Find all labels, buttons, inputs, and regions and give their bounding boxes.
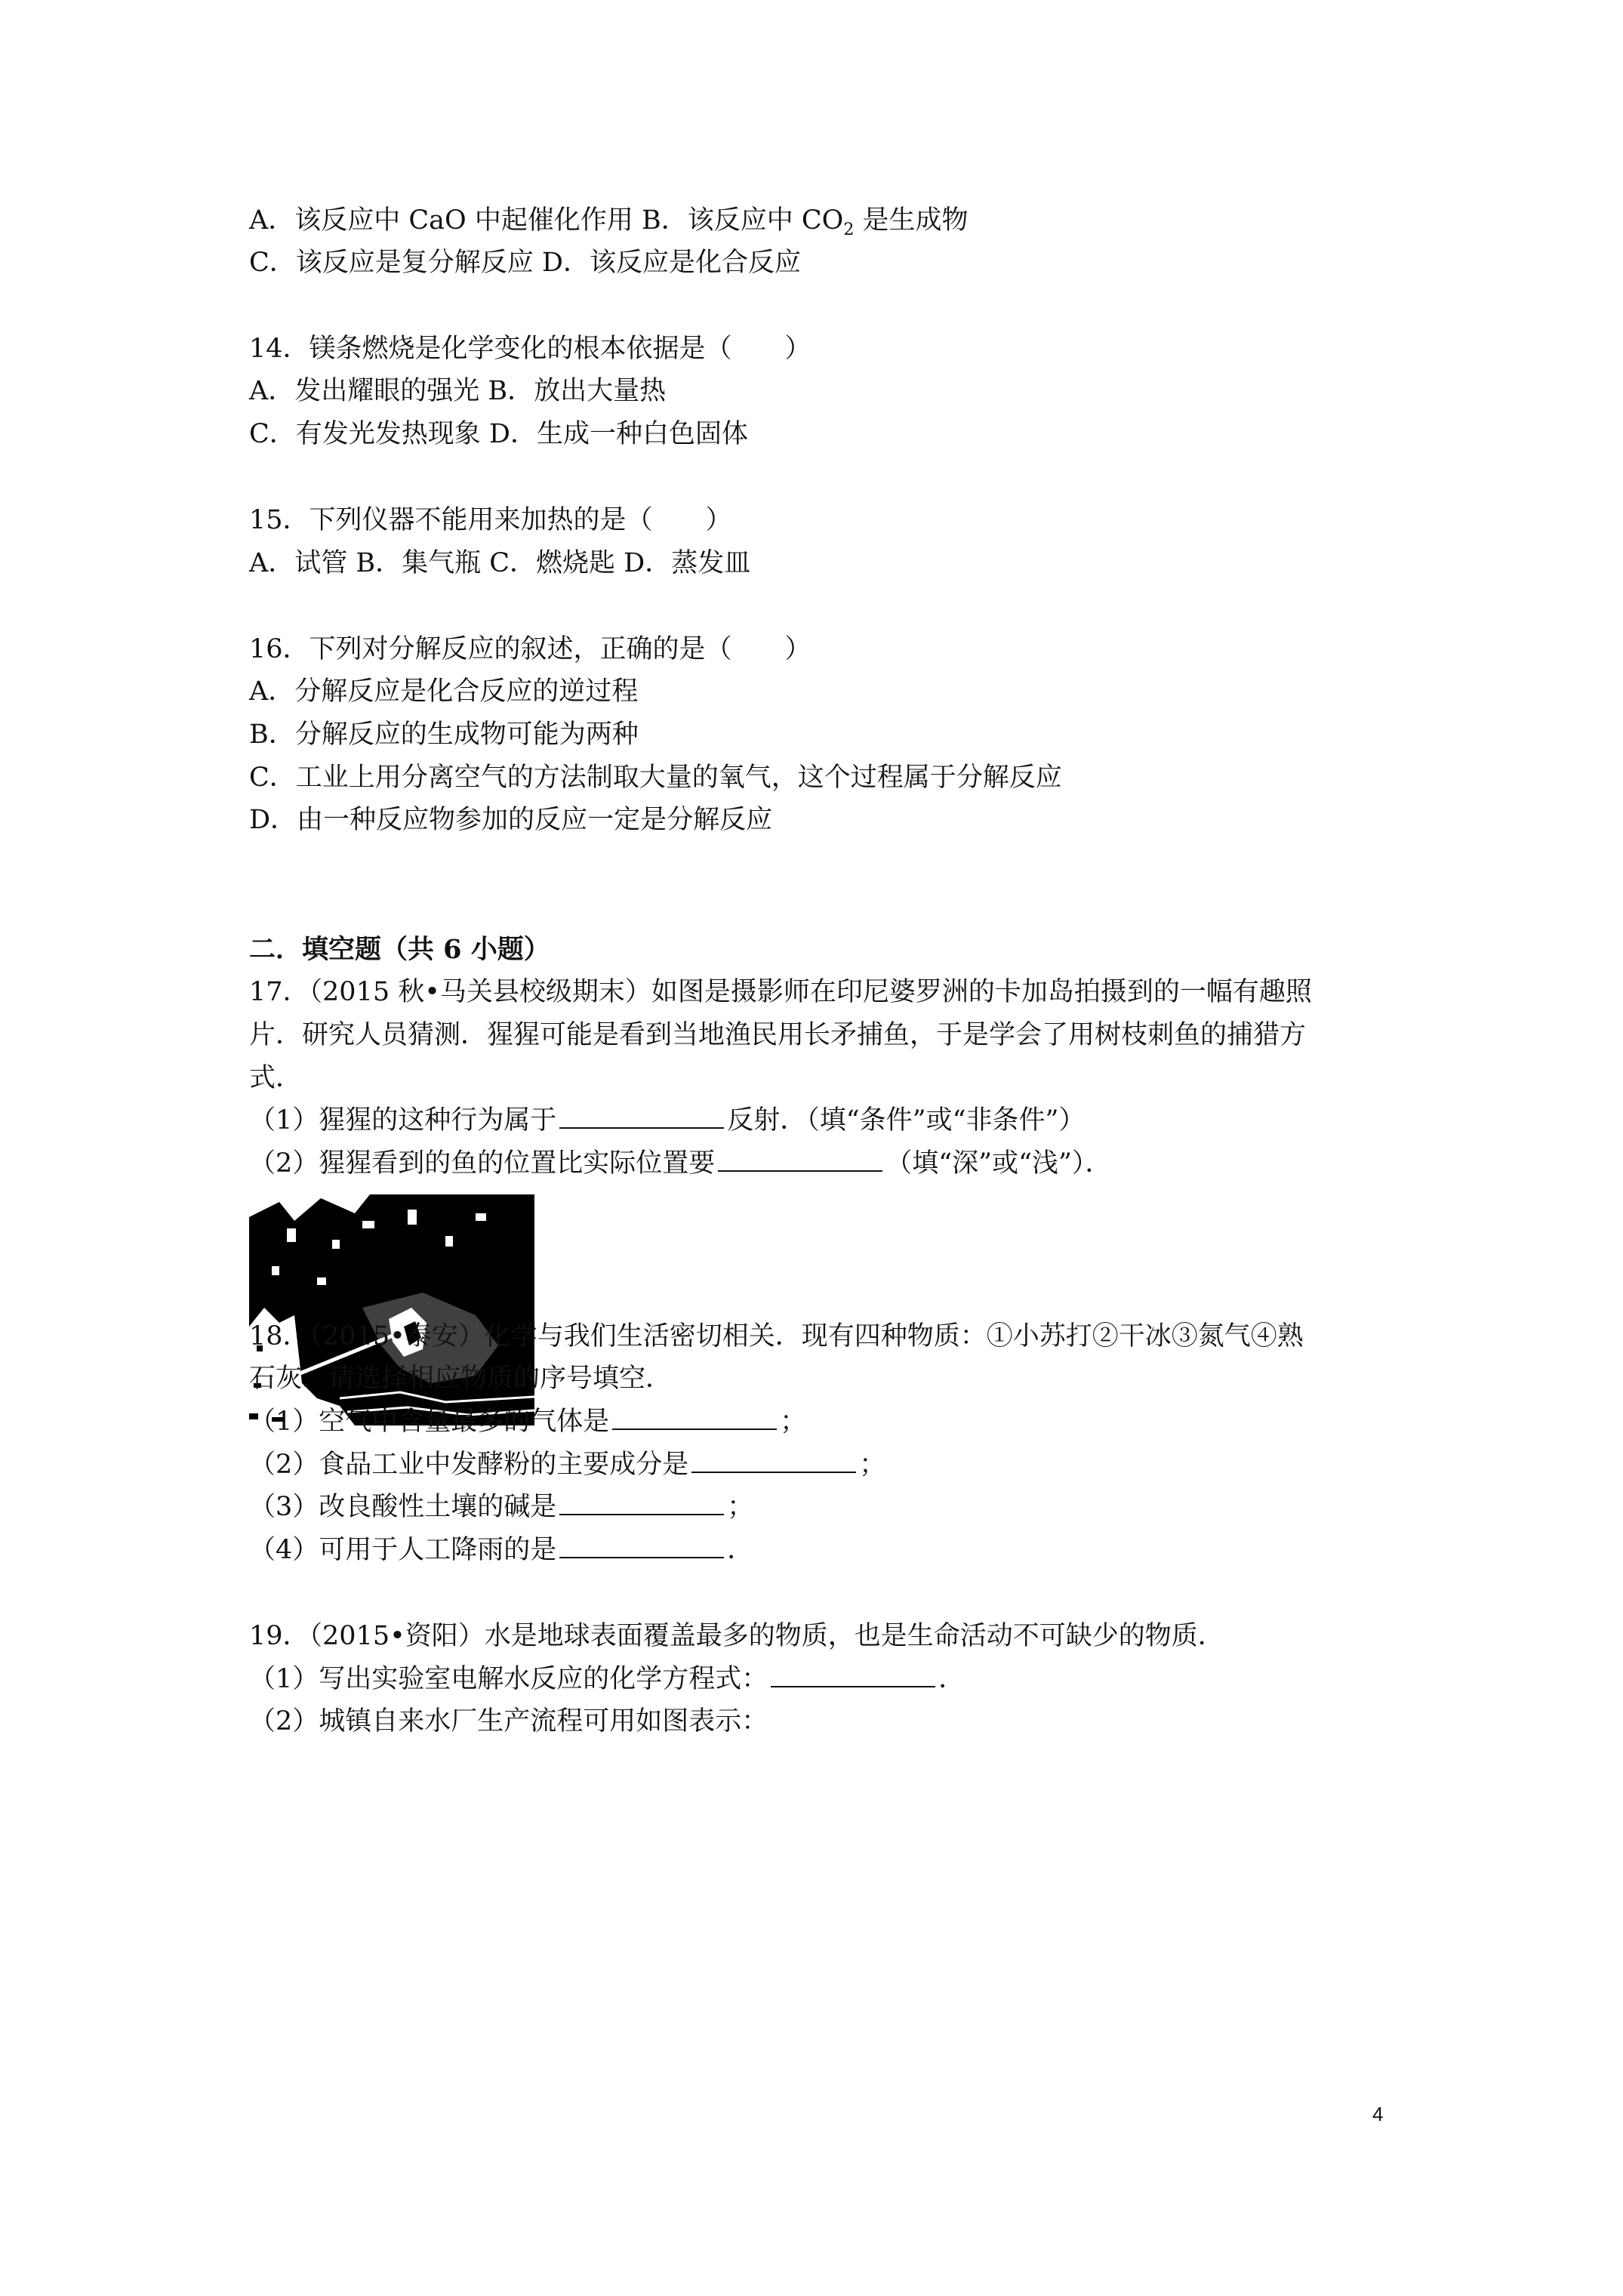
- q18-part3: （3）改良酸性土壤的碱是 ；: [249, 1492, 754, 1522]
- q13-options-line2: C．该反应是复分解反应 D．该反应是化合反应: [249, 248, 801, 278]
- q17-part1: （1）猩猩的这种行为属于 反射．（填“条件”或“非条件”）: [249, 1105, 1086, 1136]
- q19-part2: （2）城镇自来水厂生产流程可用如图表示：: [249, 1706, 768, 1737]
- answer-blank[interactable]: [771, 1663, 935, 1687]
- q16-stem: 16．下列对分解反应的叙述，正确的是（ ）: [249, 634, 812, 664]
- q17-stem-line1: 17．（2015 秋•马关县校级期末）如图是摄影师在印尼婆罗洲的卡加岛拍摄到的一幅有趣照: [249, 977, 1312, 1007]
- q16-option-a: A．分解反应是化合反应的逆过程: [249, 676, 639, 707]
- q18-stem-line2: 石灰．请选择相应物质的序号填空．: [249, 1364, 673, 1394]
- page-number: 4: [1372, 2103, 1384, 2125]
- q17-stem-line3: 式．: [249, 1063, 303, 1093]
- q14-options-line1: A．发出耀眼的强光 B．放出大量热: [249, 376, 667, 406]
- q16-option-c: C．工业上用分离空气的方法制取大量的氧气，这个过程属于分解反应: [249, 763, 1062, 793]
- q15-options: A．试管 B．集气瓶 C．燃烧匙 D．蒸发皿: [249, 548, 751, 578]
- answer-blank[interactable]: [559, 1534, 724, 1558]
- answer-blank[interactable]: [559, 1105, 724, 1129]
- q19-part1: （1）写出实验室电解水反应的化学方程式： ．: [249, 1664, 965, 1694]
- section-title: 二．填空题（共 6 小题）: [249, 934, 550, 965]
- q16-option-b: B．分解反应的生成物可能为两种: [249, 720, 639, 750]
- answer-blank[interactable]: [559, 1491, 724, 1515]
- q17-part2: （2）猩猩看到的鱼的位置比实际位置要 （填“深”或“浅”）．: [249, 1148, 1112, 1179]
- q17-stem-line2: 片．研究人员猜测．猩猩可能是看到当地渔民用长矛捕鱼，于是学会了用树枝刺鱼的捕猎方: [249, 1020, 1307, 1050]
- answer-blank[interactable]: [691, 1449, 856, 1473]
- q18-part4: （4）可用于人工降雨的是 ．: [249, 1535, 754, 1565]
- q18-part2: （2）食品工业中发酵粉的主要成分是 ；: [249, 1450, 886, 1480]
- answer-blank[interactable]: [612, 1406, 777, 1430]
- q19-stem: 19．（2015•资阳）水是地球表面覆盖最多的物质，也是生命活动不可缺少的物质．: [249, 1621, 1224, 1651]
- q13-options-line1: A．该反应中 CaO 中起催化作用 B．该反应中 $CO_2$ 是生成物: [249, 205, 969, 239]
- answer-blank[interactable]: [718, 1148, 882, 1172]
- q16-option-d: D．由一种反应物参加的反应一定是分解反应: [249, 805, 773, 835]
- q18-stem-line1: 18．（2015•泰安）化学与我们生活密切相关．现有四种物质：①小苏打②干冰③氮气④熟: [249, 1321, 1304, 1351]
- q15-stem: 15．下列仪器不能用来加热的是（ ）: [249, 505, 732, 535]
- q14-options-line2: C．有发光发热现象 D．生成一种白色固体: [249, 419, 748, 449]
- q18-part1: （1）空气中含量最多的气体是 ；: [249, 1407, 807, 1437]
- q14-stem: 14．镁条燃烧是化学变化的根本依据是（ ）: [249, 334, 812, 364]
